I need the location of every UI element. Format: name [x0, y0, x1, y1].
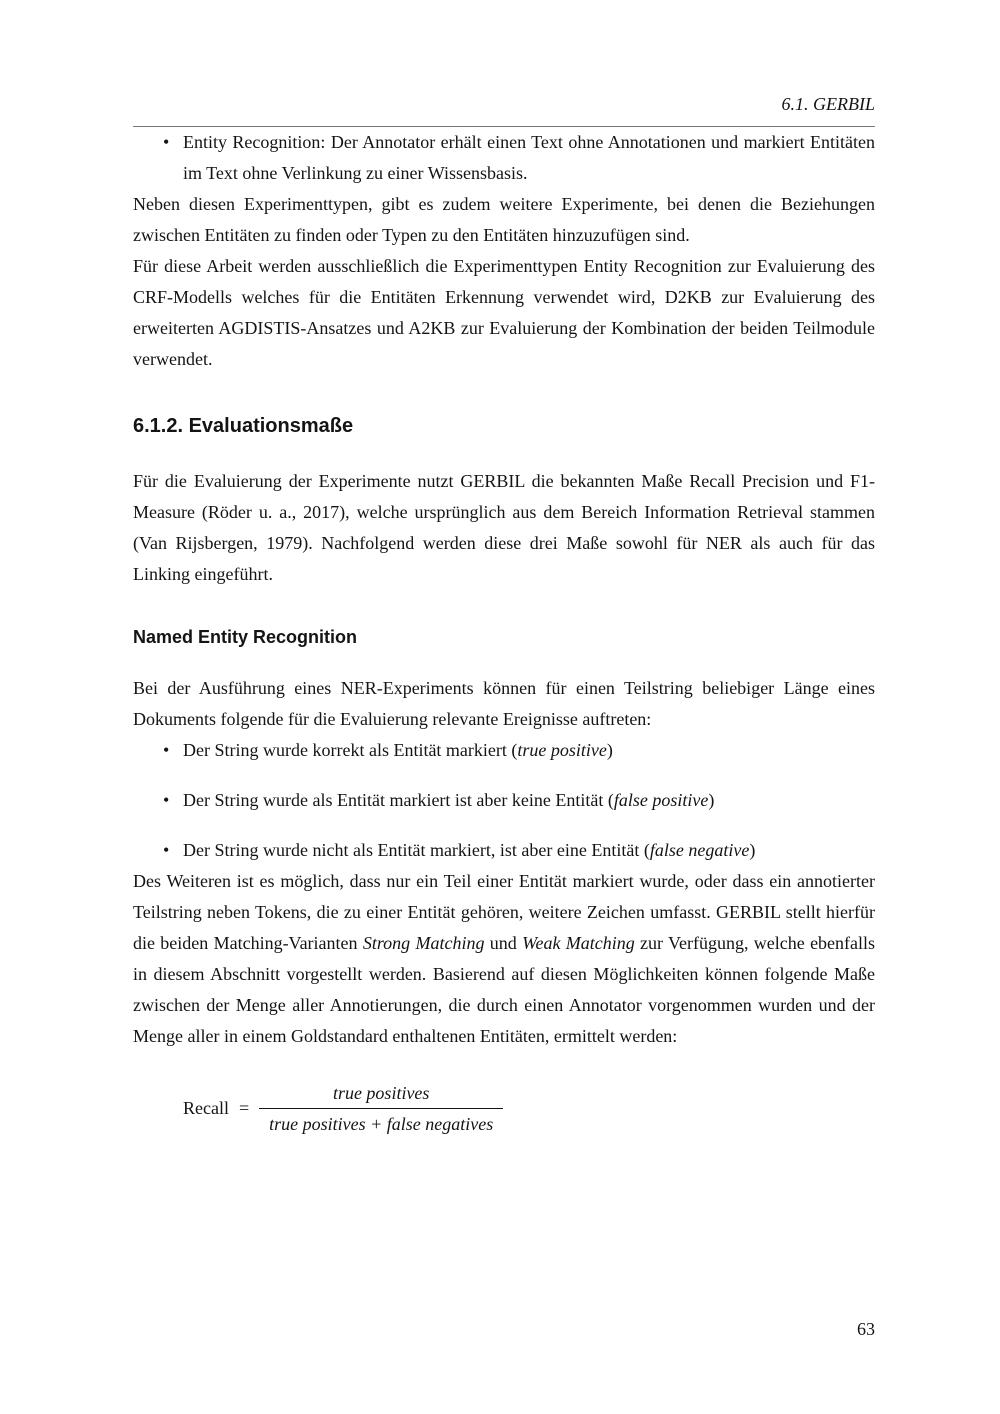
paragraph-matching-variants — [133, 866, 875, 1052]
paragraph-evaluation-measures: Für die Evaluierung der Experimente nutzt GERBIL die bekannten Maße Recall Precision und F1-Measure (Röder u. a., 2017), welche ursprünglich aus dem Bereich Information Retrieval stammen (Van Rijsbergen, 1979). Nachfolgend werden diese drei Maße sowohl für NER als auch für das Linking eingeführt. — [133, 471, 875, 584]
experiment-type-list — [133, 127, 875, 189]
running-header — [133, 94, 875, 127]
list-item-text-pre: Der String wurde korrekt als Entität markiert ( — [183, 740, 518, 760]
subsection-heading-ner: Named Entity Recognition — [133, 627, 358, 647]
matching-text: zur Verfügung, welche ebenfalls in diesem Abschnitt vorgestellt werden. Basierend auf diesen Möglichkeiten können folgende Maße zwischen der Menge aller Annotierungen, die durch einen Annotator vorgenommen wurden und der Menge aller in einem Goldstandard enthaltenen Entitäten, ermittelt werden: — [133, 933, 876, 1046]
list-item — [163, 835, 875, 866]
bullet-icon: • — [163, 132, 170, 152]
term-false-positive: false positive — [613, 790, 709, 810]
list-item-text-post: ) — [606, 740, 613, 760]
list-item-text — [183, 835, 875, 866]
recall-formula — [183, 1082, 875, 1135]
formula-numerator: true positives — [332, 1083, 430, 1103]
page-number: 63 — [857, 1319, 875, 1339]
formula-denominator: true positives + false negatives — [259, 1108, 503, 1135]
list-item-text: Entity Recognition: Der Annotator erhält einen Text ohne Annotationen und markiert Entitäten im Text ohne Verlinkung zu einer Wissensbasis. — [183, 132, 875, 183]
running-header-text: 6.1. GERBIL — [781, 94, 875, 114]
list-item-text — [183, 785, 875, 816]
list-item-text-post: ) — [749, 840, 756, 860]
list-item-text-pre: Der String wurde nicht als Entität markiert, ist aber eine Entität ( — [183, 840, 650, 860]
list-item — [163, 785, 875, 816]
bullet-icon: • — [163, 790, 170, 810]
term-weak-matching: Weak Matching — [522, 933, 635, 953]
ner-outcome-list — [133, 735, 875, 866]
term-false-negative: false negative — [649, 840, 750, 860]
list-item-text — [183, 735, 875, 766]
term-true-positive: true positive — [517, 740, 607, 760]
list-item — [163, 127, 875, 189]
bullet-icon: • — [163, 740, 170, 760]
section-heading-evaluationsmasse: 6.1.2. Evaluationsmaße — [133, 415, 354, 437]
matching-text: Des Weiteren ist es möglich, dass nur ein Teil einer Entität markiert wurde, oder dass ein annotierter Teilstring neben Tokens, die zu einer Entität gehören, weitere Zeichen umfasst. GERBIL stellt hierfür die beiden Matching-Varianten — [133, 871, 875, 953]
page-body — [133, 127, 875, 1135]
paragraph-work-scope: Für diese Arbeit werden ausschließlich die Experimenttypen Entity Recognition zur Evaluierung des CRF-Modells welches für die Entitäten Erkennung verwendet wird, D2KB zur Evaluierung des erweiterten AGDISTIS-Ansatzes und A2KB zur Evaluierung der Kombination der beiden Teilmodule verwendet. — [133, 256, 875, 369]
text-block — [133, 94, 875, 1135]
formula-equals: = — [238, 1098, 250, 1118]
paragraph-experiments: Neben diesen Experimenttypen, gibt es zudem weitere Experimente, bei denen die Beziehungen zwischen Entitäten zu finden oder Typen zu den Entitäten hinzuzufügen sind. — [133, 194, 875, 245]
formula-lhs: Recall — [183, 1098, 229, 1118]
paragraph-ner-intro: Bei der Ausführung eines NER-Experiments können für einen Teilstring beliebiger Länge eines Dokuments folgende für die Evaluierung relevante Ereignisse auftreten: — [133, 678, 875, 729]
matching-text: und — [484, 933, 523, 953]
bullet-icon: • — [163, 840, 170, 860]
formula-fraction — [259, 1082, 503, 1135]
list-item — [163, 735, 875, 766]
list-item-text-pre: Der String wurde als Entität markiert ist aber keine Entität ( — [183, 790, 614, 810]
list-item-text-post: ) — [708, 790, 715, 810]
term-strong-matching: Strong Matching — [362, 933, 485, 953]
